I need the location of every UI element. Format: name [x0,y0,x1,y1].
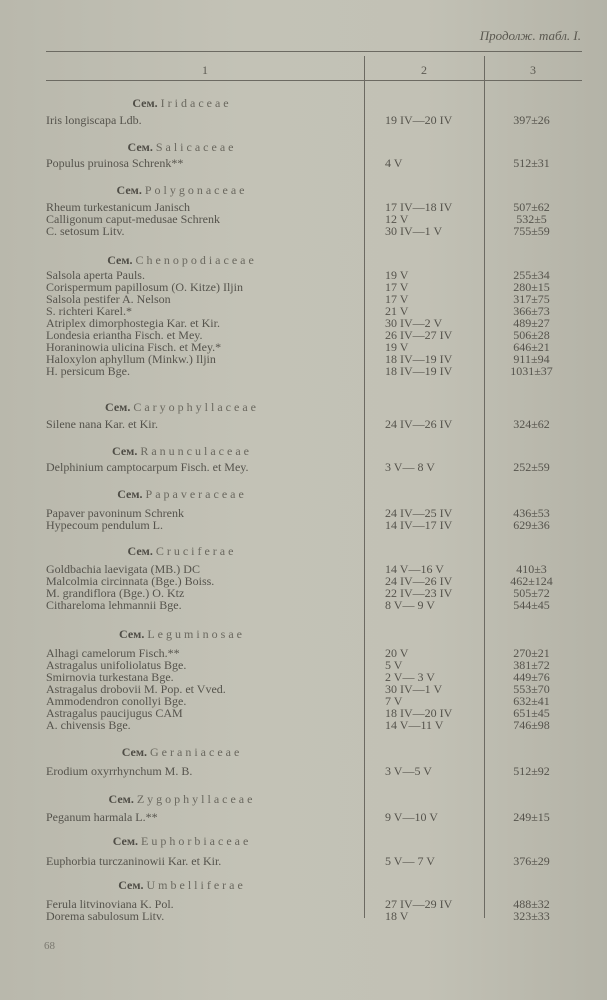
flowering-dates: 7 V [385,694,403,708]
measurement-value: 436±53 [513,506,550,520]
flowering-dates: 8 V— 9 V [385,598,435,612]
family-prefix: Сем. [119,627,145,641]
species-name: M. grandiflora (Bge.) O. Ktz [46,586,185,600]
family-prefix: Сем. [132,96,158,110]
family-name: Ranunculaceae [140,444,252,458]
flowering-dates: 17 V [385,280,409,294]
flowering-dates: 17 IV—18 IV [385,200,453,214]
measurement-value: 646±21 [513,340,550,354]
family-heading [0,745,364,759]
flowering-dates: 12 V [385,212,409,226]
flowering-dates: 30 IV—1 V [385,224,443,238]
measurement-value: 462±124 [510,574,553,588]
flowering-dates: 22 IV—23 IV [385,586,453,600]
family-prefix: Сем. [118,878,144,892]
family-name: Caryophyllaceae [133,400,259,414]
table-row [0,855,607,868]
flowering-dates: 30 IV—2 V [385,316,443,330]
flowering-dates: 21 V [385,304,409,318]
table-row [0,519,607,532]
family-prefix: Сем. [116,183,142,197]
family-heading [0,96,364,110]
flowering-dates: 2 V— 3 V [385,670,435,684]
species-name: Papaver pavoninum Schrenk [46,506,184,520]
family-name: Umbelliferae [146,878,246,892]
species-name: Peganum harmala L.** [46,810,158,824]
flowering-dates: 3 V— 8 V [385,460,435,474]
family-name: Zygophyllaceae [136,792,256,806]
family-prefix: Сем. [107,253,133,267]
measurement-value: 488±32 [513,897,550,911]
family-prefix: Сем. [108,792,134,806]
table-row [0,418,607,431]
species-name: Dorema sabulosum Litv. [46,909,165,923]
measurement-value: 323±33 [513,909,550,923]
flowering-dates: 24 IV—26 IV [385,417,453,431]
measurement-value: 255±34 [513,268,550,282]
table-row [0,157,607,170]
measurement-value: 553±70 [513,682,550,696]
family-name: Chenopodiaceae [135,253,257,267]
flowering-dates: 20 V [385,646,409,660]
species-name: Cithareloma lehmannii Bge. [46,598,182,612]
family-name: Iridaceae [160,96,232,110]
family-heading [0,253,364,267]
species-name: S. richteri Karel.* [46,304,132,318]
species-name: Astragalus drobovii M. Pop. et Vved. [46,682,226,696]
family-heading [0,140,364,154]
species-name: Goldbachia laevigata (MB.) DC [46,562,200,576]
species-name: Salsola aperta Pauls. [46,268,145,282]
measurement-value: 280±15 [513,280,550,294]
family-heading [0,627,364,641]
species-name: Populus pruinosa Schrenk** [46,156,184,170]
flowering-dates: 19 V [385,268,409,282]
species-name: C. setosum Litv. [46,224,125,238]
table-row [0,765,607,778]
family-name: Geraniaceae [150,745,243,759]
family-prefix: Сем. [127,140,153,154]
measurement-value: 505±72 [513,586,550,600]
measurement-value: 376±29 [513,854,550,868]
family-heading [0,834,364,848]
flowering-dates: 4 V [385,156,403,170]
family-heading [0,183,364,197]
family-prefix: Сем. [121,745,148,759]
page-number: 68 [44,940,55,952]
species-name: Rheum turkestanicum Janisch [46,200,190,214]
family-name: Cruciferae [155,544,237,558]
flowering-dates: 19 V [385,340,409,354]
species-name: Malcolmia circinnata (Bge.) Boiss. [46,574,215,588]
species-name: Horaninowia ulicina Fisch. et Mey.* [46,340,222,354]
family-prefix: Сем. [112,444,138,458]
family-heading [0,444,364,458]
measurement-value: 651±45 [513,706,550,720]
family-name: Polygonaceae [144,183,248,197]
table-row [0,910,607,923]
column-divider-2 [484,56,485,918]
measurement-value: 629±36 [513,518,550,532]
species-name: Haloxylon aphyllum (Minkw.) Iljin [46,352,216,366]
species-name: Londesia eriantha Fisch. et Mey. [46,328,203,342]
measurement-value: 755±59 [513,224,550,238]
family-name: Leguminosae [147,627,245,641]
family-heading [0,792,364,806]
species-name: Hypecoum pendulum L. [46,518,163,532]
flowering-dates: 17 V [385,292,409,306]
family-prefix: Сем. [127,544,153,558]
species-name: Delphinium camptocarpum Fisch. et Mey. [46,460,249,474]
column-header-1: 1 [202,63,208,77]
species-name: Salsola pestifer A. Nelson [46,292,171,306]
species-name: Smirnovia turkestana Bge. [46,670,174,684]
measurement-value: 512±92 [513,764,550,778]
measurement-value: 449±76 [513,670,550,684]
family-prefix: Сем. [112,834,138,848]
species-name: Astragalus unifoliolatus Bge. [46,658,187,672]
measurement-value: 532±5 [516,212,547,226]
table-header-rule [46,80,582,81]
family-name: Salicaceae [155,140,237,154]
species-name: Atriplex dimorphostegia Kar. et Kir. [46,316,220,330]
measurement-value: 324±62 [513,417,550,431]
flowering-dates: 3 V—5 V [385,764,432,778]
measurement-value: 366±73 [513,304,550,318]
flowering-dates: 24 IV—25 IV [385,506,453,520]
table-row [0,461,607,474]
measurement-value: 746±98 [513,718,550,732]
measurement-value: 506±28 [513,328,550,342]
column-header-3: 3 [530,63,536,77]
measurement-value: 252±59 [513,460,550,474]
table-top-rule [46,51,582,52]
flowering-dates: 14 IV—17 IV [385,518,453,532]
family-prefix: Сем. [105,400,131,414]
family-heading [0,487,364,501]
measurement-value: 489±27 [513,316,550,330]
table-row [0,811,607,824]
species-name: Silene nana Kar. et Kir. [46,417,158,431]
column-divider-1 [364,56,365,918]
measurement-value: 1031±37 [510,364,553,378]
species-name: Alhagi camelorum Fisch.** [46,646,180,660]
measurement-value: 544±45 [513,598,550,612]
measurement-value: 507±62 [513,200,550,214]
table-row [0,599,607,612]
flowering-dates: 5 V [385,658,403,672]
species-name: H. persicum Bge. [46,364,130,378]
measurement-value: 397±26 [513,113,550,127]
flowering-dates: 30 IV—1 V [385,682,443,696]
flowering-dates: 18 IV—19 IV [385,364,453,378]
family-heading [0,400,364,414]
flowering-dates: 24 IV—26 IV [385,574,453,588]
flowering-dates: 26 IV—27 IV [385,328,453,342]
species-name: Erodium oxyrrhynchum M. B. [46,764,193,778]
flowering-dates: 19 IV—20 IV [385,113,453,127]
family-prefix: Сем. [117,487,143,501]
measurement-value: 911±94 [513,352,550,366]
table-row [0,225,607,238]
species-name: Iris longiscapa Ldb. [46,113,142,127]
measurement-value: 381±72 [513,658,550,672]
measurement-value: 270±21 [513,646,550,660]
family-name: Papaveraceae [145,487,247,501]
species-name: Calligonum caput-medusae Schrenk [46,212,220,226]
measurement-value: 632±41 [513,694,550,708]
family-heading [0,544,364,558]
flowering-dates: 18 IV—20 IV [385,706,453,720]
page-header: Продолж. табл. I. [479,28,581,43]
table-row [0,114,607,127]
table-row [0,719,607,732]
flowering-dates: 18 IV—19 IV [385,352,453,366]
species-name: Ferula litvinoviana K. Pol. [46,897,174,911]
flowering-dates: 27 IV—29 IV [385,897,453,911]
flowering-dates: 14 V—11 V [385,718,444,732]
species-name: Corispermum papillosum (O. Kitze) Iljin [46,280,243,294]
measurement-value: 249±15 [513,810,550,824]
family-name: Euphorbiaceae [141,834,252,848]
flowering-dates: 18 V [385,909,409,923]
species-name: Ammodendron conollyi Bge. [46,694,187,708]
measurement-value: 317±75 [513,292,550,306]
species-name: A. chivensis Bge. [46,718,131,732]
flowering-dates: 5 V— 7 V [385,854,435,868]
species-name: Astragalus paucijugus CAM [46,706,183,720]
measurement-value: 512±31 [513,156,550,170]
species-name: Euphorbia turczaninowii Kar. et Kir. [46,854,222,868]
family-heading [0,878,364,892]
measurement-value: 410±3 [516,562,547,576]
flowering-dates: 9 V—10 V [385,810,438,824]
table-row [0,365,607,378]
flowering-dates: 14 V—16 V [385,562,444,576]
column-header-2: 2 [421,63,427,77]
